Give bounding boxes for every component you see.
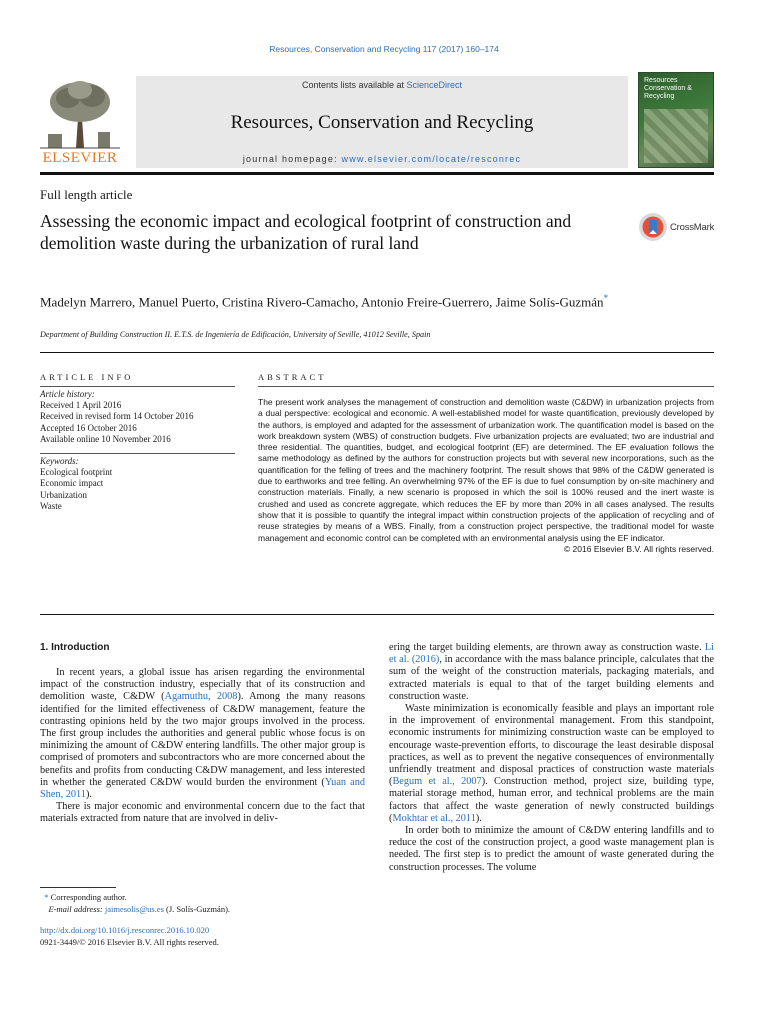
body-column-right — [389, 642, 714, 874]
corresponding-author-mark[interactable]: * — [603, 293, 609, 303]
text-run: ). — [475, 812, 482, 824]
history-received: Received 1 April 2016 — [40, 400, 122, 411]
text-run: ). Construction method, project size, building type, material storage method, human error, and technical problems are the main factors that affect the waste generation of newly constructed buildings ( — [389, 776, 714, 824]
sciencedirect-link[interactable]: ScienceDirect — [406, 80, 463, 90]
text-run: Waste minimization is economically feasible and plays an important role in the improvement of environmental management. From this standpoint, economic instruments for minimizing construction waste can be employed to encourage waste-prevention efforts, to discourage the least desirable disposal practices, as well as to prevent the negative consequences of environmentally unfriendly treatment and disposal practices of construction waste materials ( — [389, 703, 714, 788]
reference-link[interactable]: Li et al. (2016) — [389, 642, 714, 666]
publisher-name: ELSEVIER — [42, 150, 118, 166]
keyword-item: Waste — [40, 500, 62, 511]
body-text-right — [389, 642, 714, 874]
journal-header — [40, 70, 714, 170]
journal-homepage-link[interactable]: www.elsevier.com/locate/resconrec — [341, 154, 522, 164]
email-owner: (J. Solís-Guzmán). — [163, 903, 231, 914]
history-online: Available online 10 November 2016 — [40, 433, 171, 444]
section-divider — [40, 614, 714, 615]
keyword-item: Ecological footprint — [40, 467, 113, 478]
footnote — [40, 892, 365, 915]
abstract-text: The present work analyses the management of construction and demolition waste (C&DW) in urbanization projects from a dual perspective: ecological and economic. A well-established model for waste quantification, previously developed by the authors, is employed and adapted for the assessment of urbanization work. The quantification model is based on the work breakdown system (WBS) of construction budgets. Five urbanization projects are evaluated; two are industrial and three residential. The quantities, budget, and ecological footprint (EF) are determined. The EF evaluation follows the same methodology as defined by the authors for construction projects but with several new incorporations, such as the quantification for the felling of trees and the machinery footprint. The result shows that 98% of the C&DW generated is due to earthworks and tree felling. An overwhelming 97% of the EF is due to fuel consumption by on-site machinery and construction materials. Finally, a new scenario is proposed in which the soil is 100% reused and the inert waste is crushed and used as concrete aggregate, which reduces the EF by more than 20% in all cases analysed. The results show that it is possible to quantify the integral impact within construction projects of the application of recycling and of reuse strategies by means of a WBS. Finally, from a construction project perspective, the traditional model for waste management and economic control can be completed with an environmental analysis using the EF indicator. — [258, 397, 714, 543]
crossmark-button[interactable] — [638, 212, 716, 244]
authors-text: Madelyn Marrero, Manuel Puerto, Cristina Rivero-Camacho, Antonio Freire-Guerrero, Jaime Solís-Guzmán — [40, 294, 604, 310]
text-run: ). Among the many reasons identified for the limited effectiveness of C&DW management, feature the contrasting opinions held by the two major groups involved in the process. The first group includes the authorities and general public whose focus is on minimizing the amount of C&DW entering landfills. The other major group is comprised of promoters and subcontractors who are more concerned about the benefits and profits from conducting C&DW management, and less interested in whether the generated C&DW would burden the environment ( — [40, 691, 365, 788]
doi-link[interactable]: http://dx.doi.org/10.1016/j.resconrec.2016.10.020 — [40, 925, 210, 935]
keyword-item: Urbanization — [40, 489, 87, 500]
keywords-heading: Keywords: — [40, 456, 79, 467]
article-title: Assessing the economic impact and ecological footprint of construction and demolition waste during the urbanization of rural land — [40, 211, 572, 253]
email-note — [40, 904, 365, 916]
keyword-item: Economic impact — [40, 478, 104, 489]
history-heading: Article history: — [40, 389, 95, 399]
reference-link[interactable]: Mokhtar et al., 2011 — [392, 812, 476, 824]
homepage-prefix: journal homepage: — [242, 154, 342, 164]
info-separator — [40, 386, 235, 387]
section-divider — [40, 352, 714, 353]
article-info-panel — [40, 386, 235, 520]
history-accepted: Accepted 16 October 2016 — [40, 422, 137, 433]
paragraph: There is major economic and environmental concern due to the fact that materials extracted from nature that are involved in deliv- — [40, 801, 365, 825]
article-info-label: ARTICLE INFO — [40, 372, 134, 382]
paragraph: In order both to minimize the amount of C&DW entering landfills and to reduce the cost of the construction project, a good waste management plan is needed. The first step is to predict the amount of waste generated during the construction processes. The volume — [389, 825, 714, 873]
journal-citation-link[interactable]: Resources, Conservation and Recycling 117 (2017) 160–174 — [269, 44, 499, 54]
issn-line: 0921-3449/© 2016 Elsevier B.V. All rights reserved. — [40, 936, 219, 947]
text-run: ering the target building elements, are thrown away as construction waste. — [389, 642, 705, 653]
text-run: ). — [85, 789, 92, 801]
corresponding-note — [40, 892, 365, 904]
contents-line — [136, 80, 628, 90]
reference-link[interactable]: Agamuthu, 2008 — [164, 691, 238, 703]
cover-title: Resources Conservation & Recycling — [644, 77, 692, 100]
text-run: In recent years, a global issue has arisen regarding the environmental impact of the construction industry, especially that of its construction and demolition waste, C&DW ( — [40, 667, 365, 703]
article-history — [40, 389, 235, 445]
footnote-divider — [40, 887, 116, 888]
email-link[interactable]: jaimesolis@us.es — [104, 903, 164, 914]
abstract-copyright: © 2016 Elsevier B.V. All rights reserved. — [563, 543, 714, 554]
journal-title: Resources, Conservation and Recycling — [230, 112, 534, 133]
section-heading-introduction: 1. Introduction — [40, 642, 110, 653]
reference-link[interactable]: Yuan and Shen, 2011 — [40, 776, 365, 801]
body-column-left — [40, 642, 365, 826]
contents-prefix: Contents lists available at — [301, 80, 407, 90]
cover-image — [644, 109, 708, 163]
body-text-left — [40, 667, 365, 826]
header-divider — [40, 172, 714, 175]
reference-link[interactable]: Begum et al., 2007 — [392, 776, 482, 788]
text-run: , in accordance with the mass balance principle, calculates that the sum of the weight of the construction materials, packaging materials, and extracted materials is equal to that of the target building elements and construction waste. — [389, 654, 714, 702]
crossmark-icon — [638, 212, 668, 242]
abstract-separator — [258, 386, 714, 387]
email-label: E-mail address: — [48, 903, 105, 914]
footnote-mark: * — [44, 892, 49, 902]
abstract-panel — [258, 386, 714, 554]
affiliation: Department of Building Construction II. E.T.S. de Ingeniería de Edificación, University of Seville, 41012 Seville, Spain — [40, 330, 431, 339]
keywords — [40, 456, 235, 512]
corresponding-label: Corresponding author. — [50, 892, 127, 902]
abstract-label: ABSTRACT — [258, 372, 327, 382]
journal-info-box — [136, 76, 628, 168]
journal-cover-thumbnail[interactable] — [638, 72, 714, 168]
paragraph — [40, 667, 365, 801]
article-type: Full length article — [40, 187, 133, 202]
paragraph — [389, 642, 714, 703]
doi-block — [40, 925, 365, 948]
history-revised: Received in revised form 14 October 2016 — [40, 411, 194, 422]
homepage-line — [136, 154, 628, 164]
info-separator — [40, 453, 235, 454]
author-list — [40, 290, 640, 310]
crossmark-label: CrossMark — [670, 222, 715, 233]
paragraph — [389, 703, 714, 825]
